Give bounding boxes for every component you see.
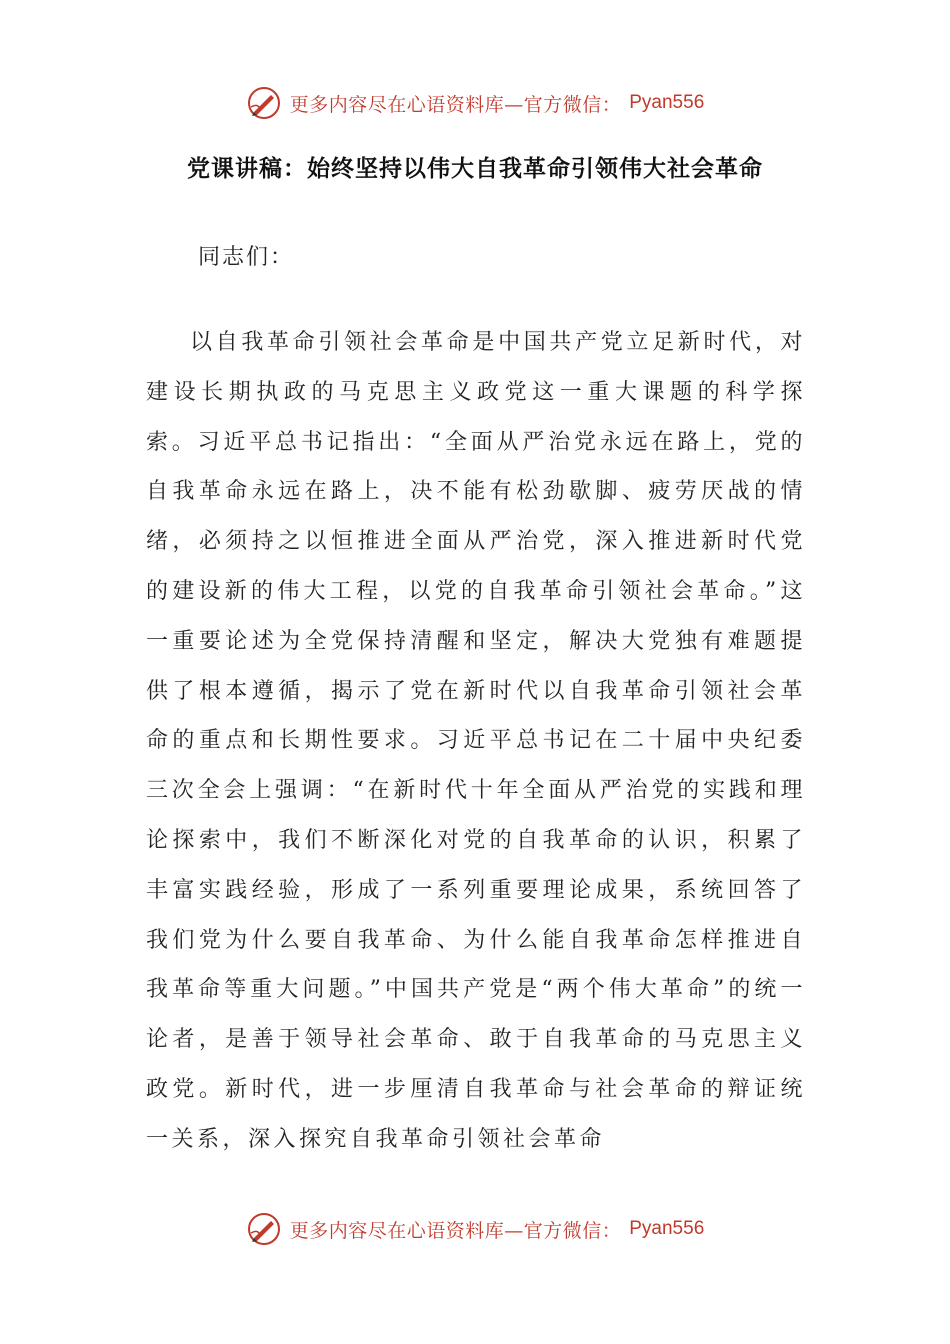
document-title: 党课讲稿：始终坚持以伟大自我革命引领伟大社会革命 [187, 156, 763, 182]
pen-logo-icon [246, 85, 282, 121]
pen-logo-icon [246, 1211, 282, 1247]
banner-text: 更多内容尽在心语资料库—官方微信： [289, 1219, 622, 1242]
banner-handle: Pyan556 [629, 92, 705, 113]
header-banner [0, 78, 950, 128]
greeting: 同志们： [198, 245, 295, 270]
footer-banner [0, 1204, 950, 1254]
banner-handle: Pyan556 [629, 1218, 705, 1239]
body-paragraph: 以自我革命引领社会革命是中国共产党立足新时代，对建设长期执政的马克思主义政党这一重大课题的科学探索。习近平总书记指出：“全面从严治党永远在路上，党的自我革命永远在路上，决不能有松劲歇脚、疲劳厌战的情绪，必须持之以恒推进全面从严治党，深入推进新时代党的建设新的伟大工程，以党的自我革命引领社会革命。”这一重要论述为全党保持清醒和坚定，解决大党独有难题提供了根本遵循，揭示了党在新时代以自我革命引领社会革命的重点和长期性要求。习近平总书记在二十届中央纪委三次全会上强调：“在新时代十年全面从严治党的实践和理论探索中，我们不断深化对党的自我革命的认识，积累了丰富实践经验，形成了一系列重要理论成果，系统回答了我们党为什么要自我革命、为什么能自我革命怎样推进自我革命等重大问题。”中国共产党是“两个伟大革命”的统一论者，是善于领导社会革命、敢于自我革命的马克思主义政党。新时代，进一步厘清自我革命与社会革命的辩证统一关系，深入探究自我革命引领社会革命 [146, 330, 806, 1152]
banner-text: 更多内容尽在心语资料库—官方微信： [289, 93, 622, 116]
